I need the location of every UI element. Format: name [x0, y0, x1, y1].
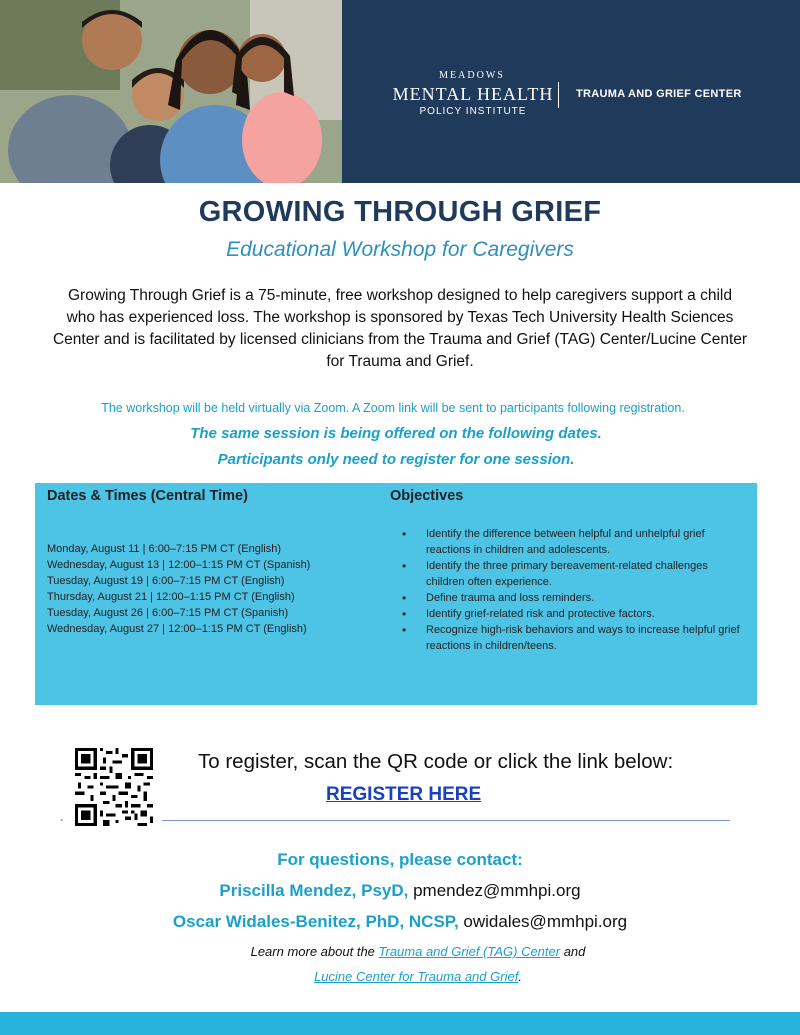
contact-name: Oscar Widales-Benitez, PhD, NCSP,: [172, 912, 459, 931]
objective-item: • Recognize high-risk behaviors and ways to increase helpful grief reactions in children/teens.: [400, 622, 745, 654]
contact-heading: For questions, please contact:: [277, 850, 523, 869]
logo-tagline: TRAUMA AND GRIEF CENTER: [576, 88, 742, 100]
logo-subtitle: POLICY INSTITUTE: [419, 106, 527, 117]
date-item: Tuesday, August 19 | 6:00–7:15 PM CT (English): [47, 575, 285, 587]
learn-more-line-2: [0, 969, 800, 984]
intro-paragraph: Growing Through Grief is a 75-minute, free workshop designed to help caregivers support a child who has experienced loss. The workshop is sponsored by Texas Tech University Health Sciences Center and is facilitated by licensed clinicians from the Trauma and Grief (TAG) Center/Lucine Center for Trauma and Grief.: [52, 287, 748, 370]
register-here-link[interactable]: REGISTER HERE: [326, 784, 482, 805]
register-dash: -: [60, 815, 64, 826]
header: [0, 0, 800, 183]
date-item: Tuesday, August 26 | 6:00–7:15 PM CT (Spanish): [47, 607, 289, 619]
learn-more-line-1: [0, 944, 800, 959]
objectives-list: [400, 526, 745, 654]
learn-more-prefix: Learn more about the: [250, 944, 379, 959]
learn-more-middle: and: [560, 944, 586, 959]
contact-line: [0, 912, 800, 932]
registration-qr-code[interactable]: [75, 748, 153, 826]
offer-line-1: The same session is being offered on the following dates.: [190, 425, 602, 442]
page-title: GROWING THROUGH GRIEF: [198, 196, 602, 228]
family-photo: [0, 0, 342, 183]
info-box: [35, 483, 757, 705]
dates-heading: Dates & Times (Central Time): [47, 488, 248, 504]
footer-bar: [0, 1012, 800, 1035]
date-item: Wednesday, August 27 | 12:00–1:15 PM CT (English): [47, 623, 307, 635]
offer-line-2: Participants only need to register for one session.: [217, 451, 575, 468]
contact-line: [0, 881, 800, 901]
objective-item: • Identify grief-related risk and protective factors.: [400, 606, 745, 622]
objective-item: • Identify the difference between helpful and unhelpful grief reactions in children and adolescents.: [400, 526, 745, 558]
register-instructions: To register, scan the QR code or click the link below:: [198, 750, 674, 773]
institute-banner: [342, 0, 800, 183]
zoom-note: The workshop will be held virtually via Zoom. A Zoom link will be sent to participants following registration.: [101, 401, 685, 415]
logo-meadows-text: MEADOWS: [439, 70, 505, 81]
learn-more-suffix: .: [518, 969, 522, 984]
date-item: Monday, August 11 | 6:00–7:15 PM CT (English): [47, 543, 281, 555]
date-item: Thursday, August 21 | 12:00–1:15 PM CT (English): [47, 591, 295, 603]
logo-divider: [558, 82, 559, 108]
register-divider: [162, 820, 730, 821]
tag-center-link[interactable]: Trauma and Grief (TAG) Center: [378, 944, 561, 959]
page-subtitle: Educational Workshop for Caregivers: [226, 238, 574, 261]
objectives-heading: Objectives: [390, 488, 464, 504]
contact-name: Priscilla Mendez, PsyD,: [219, 881, 409, 900]
date-item: Wednesday, August 13 | 12:00–1:15 PM CT (Spanish): [47, 559, 311, 571]
contact-email[interactable]: pmendez@mmhpi.org: [413, 881, 581, 900]
objective-item: • Identify the three primary bereavement-related challenges children often experience.: [400, 558, 745, 590]
contact-email[interactable]: owidales@mmhpi.org: [463, 912, 628, 931]
logo-name: MENTAL HEALTH: [392, 84, 554, 104]
dates-list: [47, 541, 310, 637]
objective-item: • Define trauma and loss reminders.: [400, 590, 745, 606]
lucine-center-link[interactable]: Lucine Center for Trauma and Grief: [314, 969, 519, 984]
